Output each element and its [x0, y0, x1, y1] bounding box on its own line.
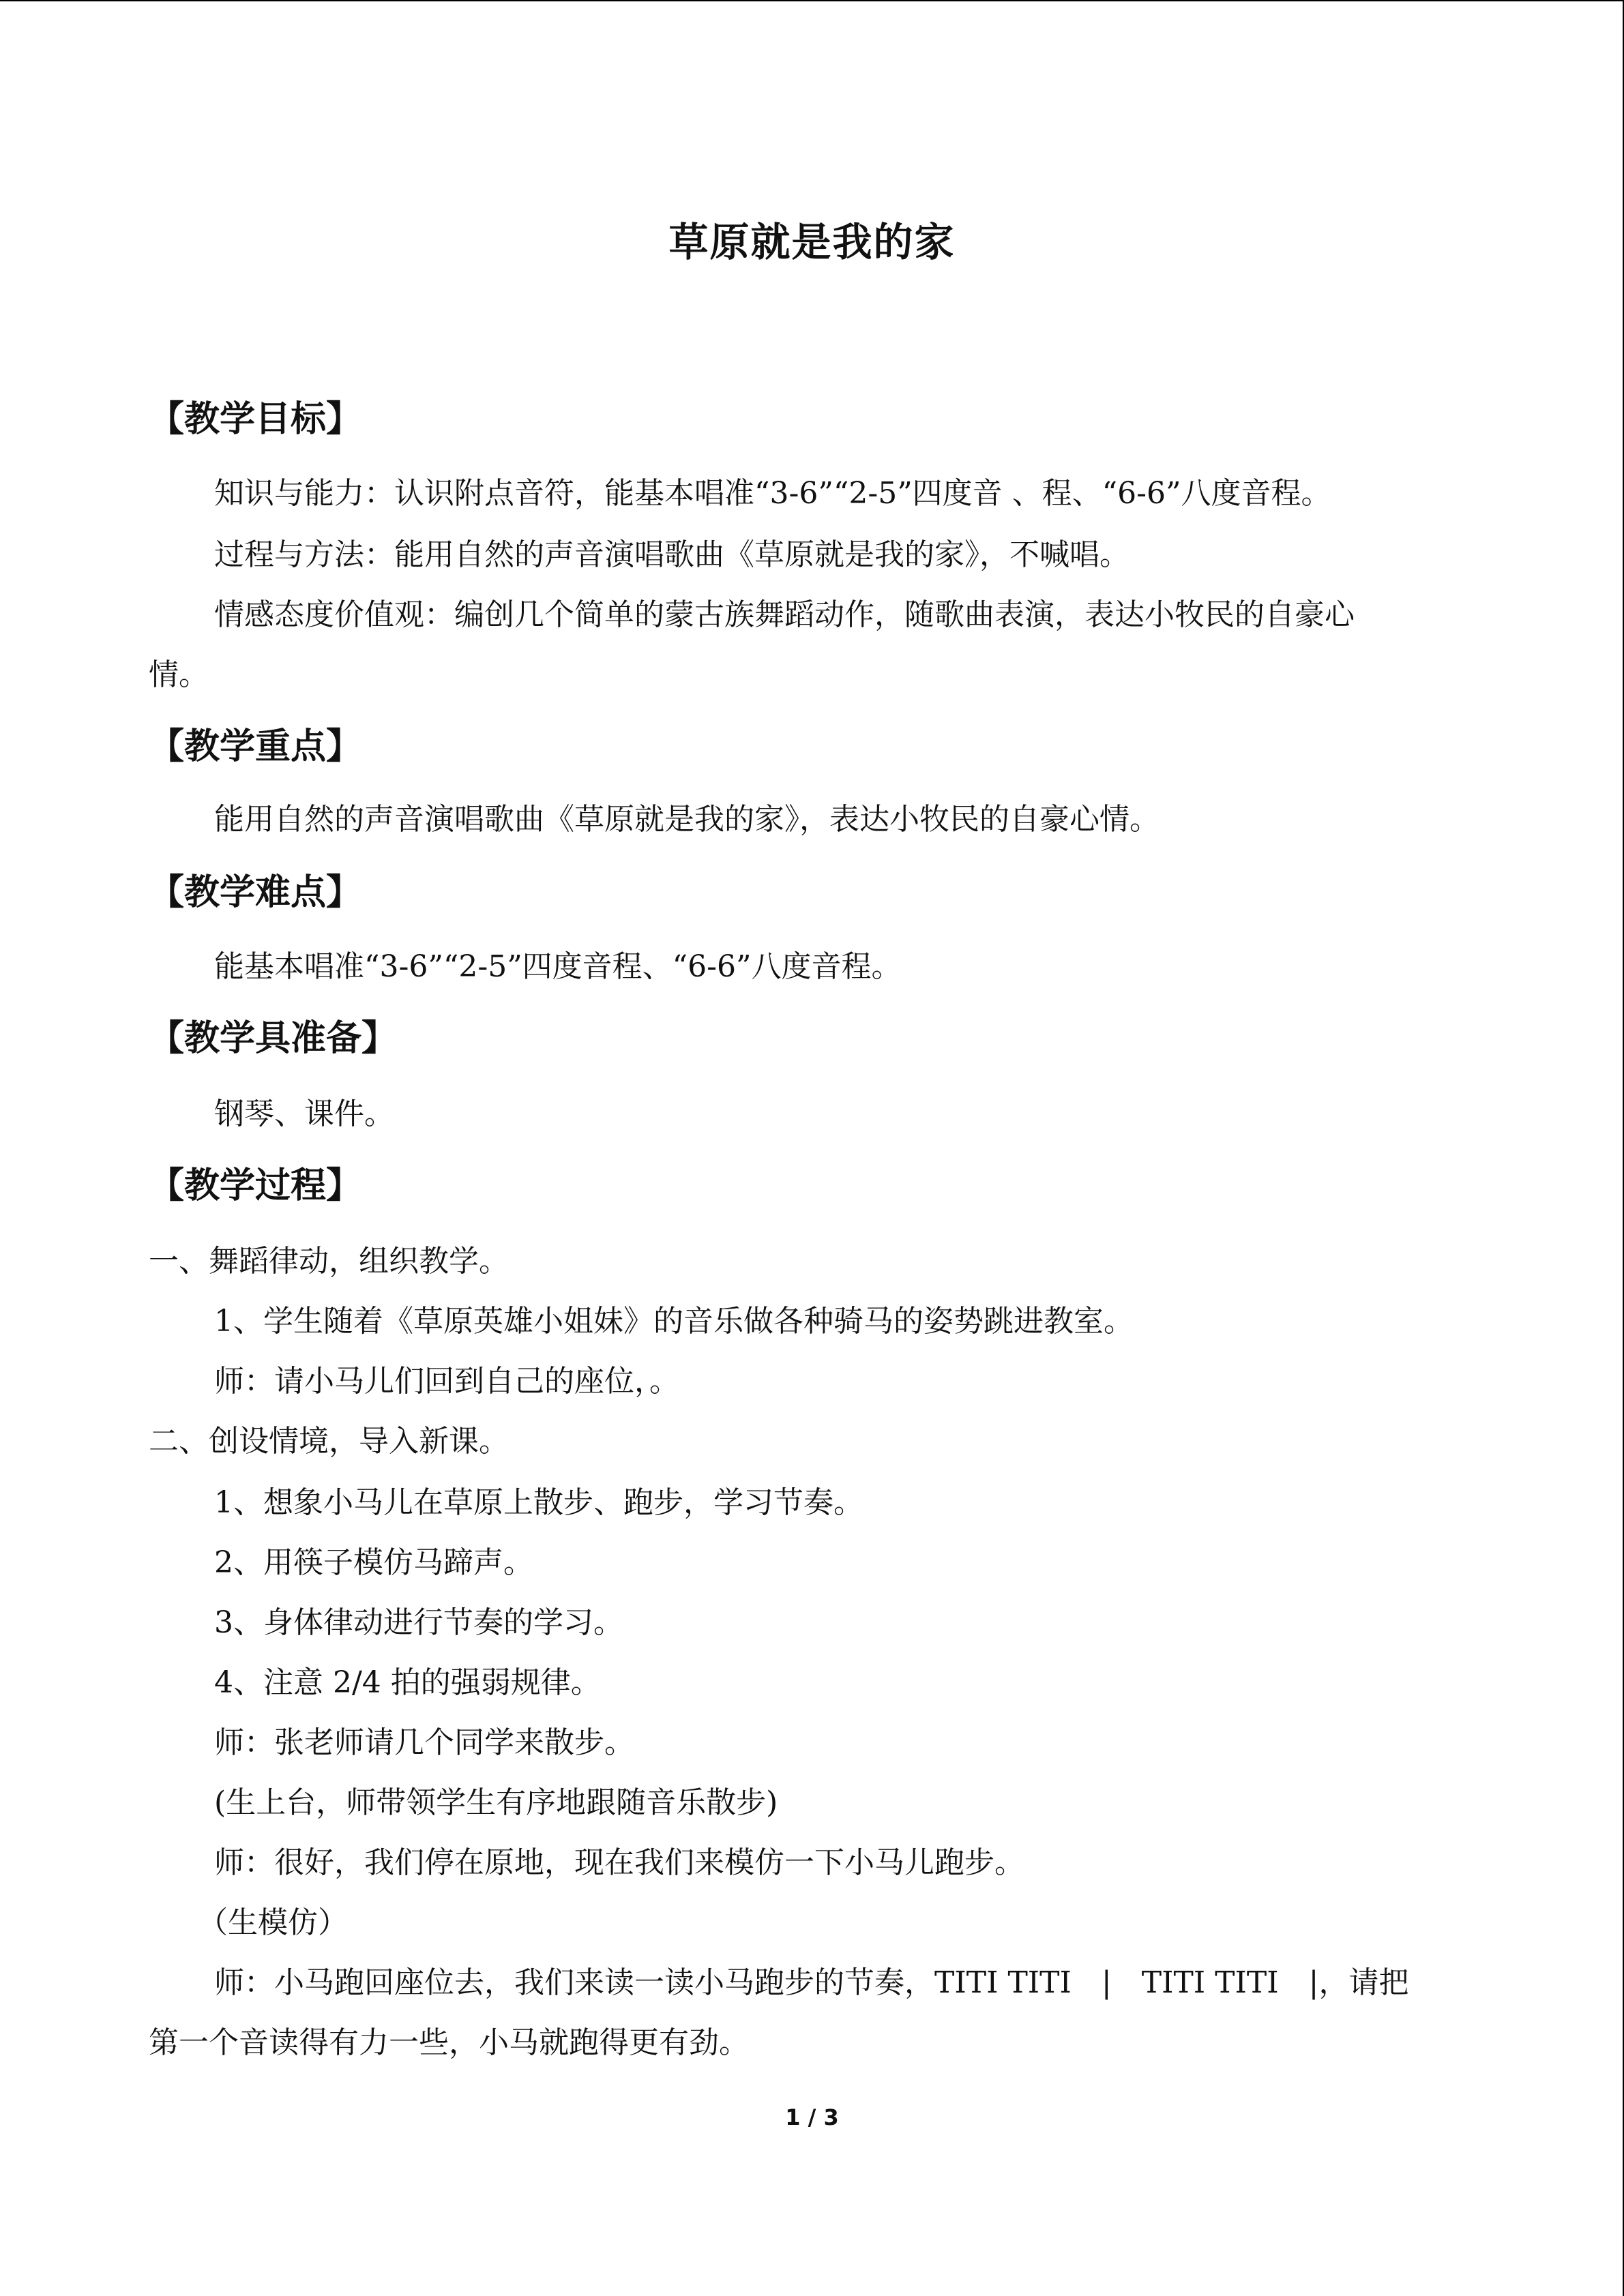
difficulties-text: 能基本唱准“3-6”“2-5”四度音程、“6-6”八度音程。 — [214, 949, 902, 984]
process-line: 1、学生随着《草原英雄小姐妹》的音乐做各种骑马的姿势跳进教室。 — [214, 1304, 1134, 1339]
heading-objectives: 【教学目标】 — [149, 398, 362, 440]
process-line: 第一个音读得有力一些，小马就跑得更有劲。 — [149, 2025, 749, 2060]
process-line: 师：小马跑回座位去，我们来读一读小马跑步的节奏，TITI TITI | TITI TITI |，请把 — [214, 1965, 1409, 2000]
key-points-text: 能用自然的声音演唱歌曲《草原就是我的家》，表达小牧民的自豪心情。 — [214, 802, 1160, 837]
objective-knowledge: 知识与能力：认识附点音符，能基本唱准“3-6”“2-5”四度音 、程、“6-6”八度音程。 — [214, 476, 1331, 511]
process-line: 一、舞蹈律动，组织教学。 — [149, 1244, 509, 1279]
process-line: 师：张老师请几个同学来散步。 — [214, 1725, 634, 1760]
process-line: (生上台，师带领学生有序地跟随音乐散步) — [214, 1785, 778, 1820]
process-line: 3、身体律动进行节奏的学习。 — [214, 1605, 623, 1640]
process-line: 师：请小马儿们回到自己的座位，。 — [214, 1364, 679, 1399]
materials-text: 钢琴、课件。 — [214, 1097, 394, 1131]
process-line: （生模仿） — [198, 1905, 348, 1940]
process-line: 1、想象小马儿在草原上散步、跑步，学习节奏。 — [214, 1485, 863, 1520]
process-line: 2、用筷子模仿马蹄声。 — [214, 1545, 533, 1580]
heading-process: 【教学过程】 — [149, 1165, 362, 1206]
heading-materials: 【教学具准备】 — [149, 1017, 398, 1059]
process-line: 师：很好，我们停在原地，现在我们来模仿一下小马儿跑步。 — [214, 1845, 1024, 1880]
process-line: 4、注意 2/4 拍的强弱规律。 — [214, 1665, 601, 1700]
document-title: 草原就是我的家 — [668, 219, 956, 265]
process-line: 二、创设情境，导入新课。 — [149, 1424, 509, 1459]
objective-emotion-continued: 情。 — [149, 657, 209, 692]
objective-process: 过程与方法：能用自然的声音演唱歌曲《草原就是我的家》，不喊唱。 — [214, 537, 1130, 572]
heading-key-points: 【教学重点】 — [149, 726, 362, 767]
heading-difficulties: 【教学难点】 — [149, 871, 362, 913]
page-number: 1 / 3 — [785, 2104, 839, 2130]
objective-emotion: 情感态度价值观：编创几个简单的蒙古族舞蹈动作，随歌曲表演，表达小牧民的自豪心 — [214, 597, 1355, 632]
